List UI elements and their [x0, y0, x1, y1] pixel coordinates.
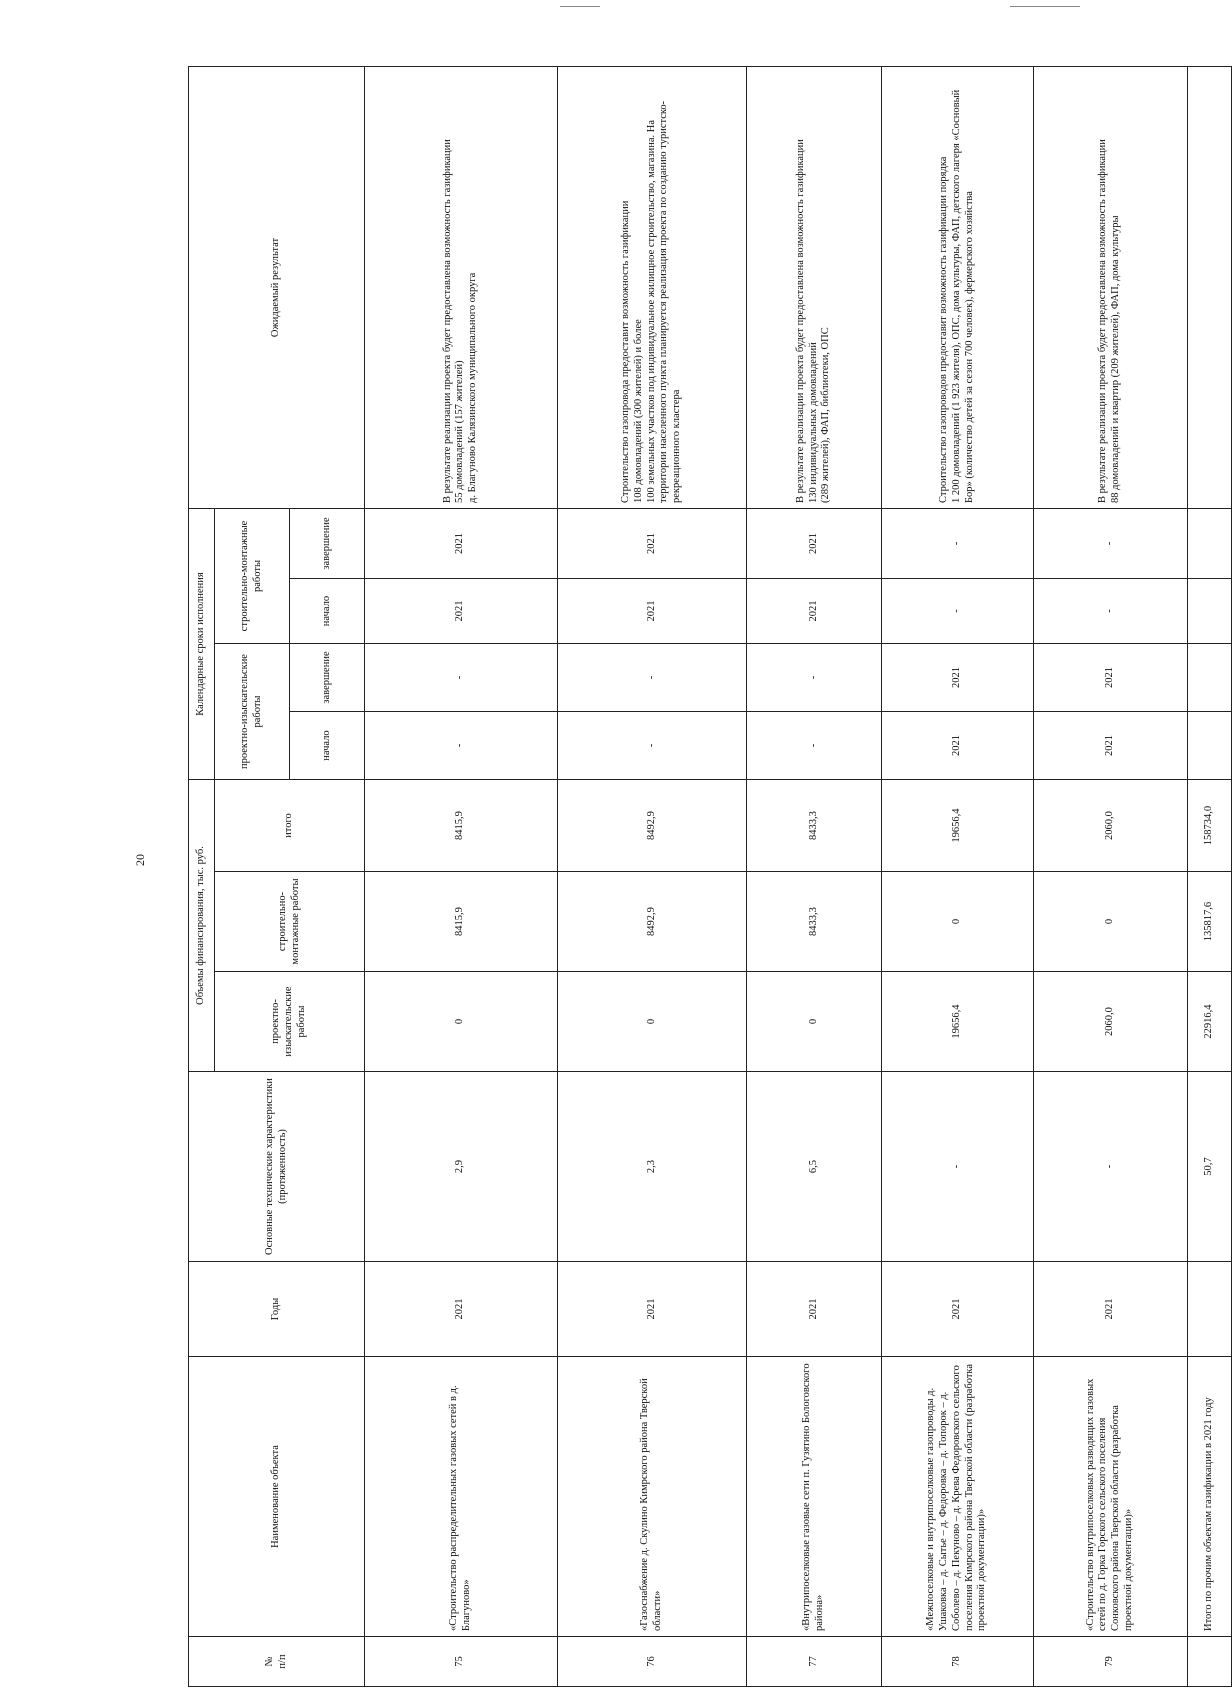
total-row — [1187, 66, 1231, 1686]
row-result: Строительство газопровода предоставит возможность газификации 108 домовладений (300 жителей) и более 100 земельных участков под индивидуальное жилищное строительство, магазина. На территории населенного пункта планируется реализация проекта по созданию туристско-рекреационного кластера — [557, 66, 746, 508]
row-tech: - — [881, 1072, 1033, 1262]
row-num: 79 — [1033, 1637, 1187, 1687]
row-design-end: - — [365, 644, 558, 712]
row-num: 75 — [365, 1637, 558, 1687]
row-fin-build: 8492,9 — [557, 872, 746, 972]
row-name: «Внутрипоселковые газовые сети п. Гузятино Бологовского района» — [747, 1357, 881, 1637]
row-design-end: - — [747, 644, 881, 712]
row-design-start: 2021 — [881, 712, 1033, 780]
row-design-end: - — [557, 644, 746, 712]
row-build-start: - — [881, 579, 1033, 644]
row-build-end: - — [881, 508, 1033, 578]
row-design-start: - — [747, 712, 881, 780]
table-row — [881, 66, 1033, 1686]
row-fin-design: 0 — [365, 972, 558, 1072]
row-name: «Межпоселковые и внутрипоселковые газопроводы д. Ушаковка – д. Сытье – д. Федоровка – д. Топорок – д. Соболево – д. Пекуново – д. Крева Федоровского сельского поселения Кимрского района Тверской области (разработка проектной документации)» — [881, 1357, 1033, 1637]
row-fin-total: 19656,4 — [881, 780, 1033, 872]
total-fin-design: 22916,4 — [1187, 972, 1231, 1072]
total-design-end — [1187, 644, 1231, 712]
table-row — [1033, 66, 1187, 1686]
row-name: «Строительство распределительных газовых сетей в д. Благуново» — [365, 1357, 558, 1637]
header-fin-total: итого — [215, 780, 365, 872]
row-name: «Газоснабжение д. Скулино Кимрского района Тверской области» — [557, 1357, 746, 1637]
row-fin-design: 0 — [747, 972, 881, 1072]
total-fin-total: 158734,0 — [1187, 780, 1231, 872]
header-years: Годы — [189, 1262, 365, 1357]
row-year: 2021 — [747, 1262, 881, 1357]
row-build-start: 2021 — [747, 579, 881, 644]
row-tech: 2,9 — [365, 1072, 558, 1262]
total-build-end — [1187, 508, 1231, 578]
row-fin-build: 0 — [1033, 872, 1187, 972]
row-fin-design: 0 — [557, 972, 746, 1072]
row-result: Строительство газопроводов предоставит возможность газификации порядка 1 200 домовладений (1 923 жителя), ОПС, дома культуры, ФАП, детского лагеря «Сосновый Бор» (количество детей за сезон 700 человек), фермерского хозяйства — [881, 66, 1033, 508]
row-build-end: 2021 — [557, 508, 746, 578]
row-fin-build: 0 — [881, 872, 1033, 972]
row-result: В результате реализации проекта будет предоставлена возможность газификации 130 индивидуальных домовладений (289 жителей), ФАП, библиотеки, ОПС — [747, 66, 881, 508]
header-num: № п/п — [189, 1637, 365, 1687]
total-result — [1187, 66, 1231, 508]
row-design-start: 2021 — [1033, 712, 1187, 780]
total-tech: 50,7 — [1187, 1072, 1231, 1262]
gasification-table — [188, 66, 1232, 1687]
header-name: Наименование объекта — [189, 1357, 365, 1637]
row-num: 76 — [557, 1637, 746, 1687]
row-tech: - — [1033, 1072, 1187, 1262]
row-fin-total: 8492,9 — [557, 780, 746, 872]
row-fin-build: 8415,9 — [365, 872, 558, 972]
row-fin-total: 2060,0 — [1033, 780, 1187, 872]
header-tech: Основные технические характеристики (протяженность) — [189, 1072, 365, 1262]
total-design-start — [1187, 712, 1231, 780]
page-number: 20 — [133, 854, 147, 866]
row-num: 77 — [747, 1637, 881, 1687]
row-year: 2021 — [365, 1262, 558, 1357]
row-tech: 6,5 — [747, 1072, 881, 1262]
header-financing: Объемы финансирования, тыс. руб. — [189, 780, 215, 1072]
row-build-start: 2021 — [557, 579, 746, 644]
header-build-end: завершение — [290, 508, 365, 578]
row-build-start: 2021 — [365, 579, 558, 644]
row-fin-build: 8433,3 — [747, 872, 881, 972]
header-row-1 — [189, 66, 215, 1686]
table-row — [747, 66, 881, 1686]
rotated-table-container — [188, 67, 1232, 1687]
row-build-start: - — [1033, 579, 1187, 644]
header-fin-build: строительно-монтажные работы — [215, 872, 365, 972]
scan-edge-mark — [560, 6, 600, 7]
total-year — [1187, 1262, 1231, 1357]
header-result: Ожидаемый результат — [189, 66, 365, 508]
row-result: В результате реализации проекта будет предоставлена возможность газификации 88 домовладений и квартир (209 жителей), ФАП, дома культуры — [1033, 66, 1187, 508]
row-design-end: 2021 — [1033, 644, 1187, 712]
row-build-end: - — [1033, 508, 1187, 578]
header-design-end: завершение — [290, 644, 365, 712]
header-cal-design: проектно-изыскательские работы — [215, 644, 290, 780]
header-cal-build: строительно-монтажные работы — [215, 508, 290, 643]
row-year: 2021 — [1033, 1262, 1187, 1357]
row-year: 2021 — [557, 1262, 746, 1357]
total-num — [1187, 1637, 1231, 1687]
row-name: «Строительство внутрипоселковых разводящих газовых сетей по д. Горка Горского сельского поселения Сонковского района Тверской области (разработка проектной документации)» — [1033, 1357, 1187, 1637]
row-build-end: 2021 — [365, 508, 558, 578]
total-label: Итого по прочим объектам газификации в 2021 году — [1187, 1357, 1231, 1637]
total-fin-build: 135817,6 — [1187, 872, 1231, 972]
row-design-start: - — [557, 712, 746, 780]
row-num: 78 — [881, 1637, 1033, 1687]
row-build-end: 2021 — [747, 508, 881, 578]
row-fin-total: 8433,3 — [747, 780, 881, 872]
scan-edge-mark — [1010, 6, 1080, 7]
row-design-start: - — [365, 712, 558, 780]
table-row — [365, 66, 558, 1686]
table-row — [557, 66, 746, 1686]
row-fin-total: 8415,9 — [365, 780, 558, 872]
row-design-end: 2021 — [881, 644, 1033, 712]
header-fin-design: проектно-изыскательские работы — [215, 972, 365, 1072]
row-fin-design: 2060,0 — [1033, 972, 1187, 1072]
header-calendar: Календарные сроки исполнения — [189, 508, 215, 779]
row-fin-design: 19656,4 — [881, 972, 1033, 1072]
header-build-start: начало — [290, 579, 365, 644]
row-year: 2021 — [881, 1262, 1033, 1357]
row-tech: 2,3 — [557, 1072, 746, 1262]
total-build-start — [1187, 579, 1231, 644]
row-result: В результате реализации проекта будет предоставлена возможность газификации 55 домовладений (157 жителей) д. Благуново Калязинского муниципального округа — [365, 66, 558, 508]
header-design-start: начало — [290, 712, 365, 780]
